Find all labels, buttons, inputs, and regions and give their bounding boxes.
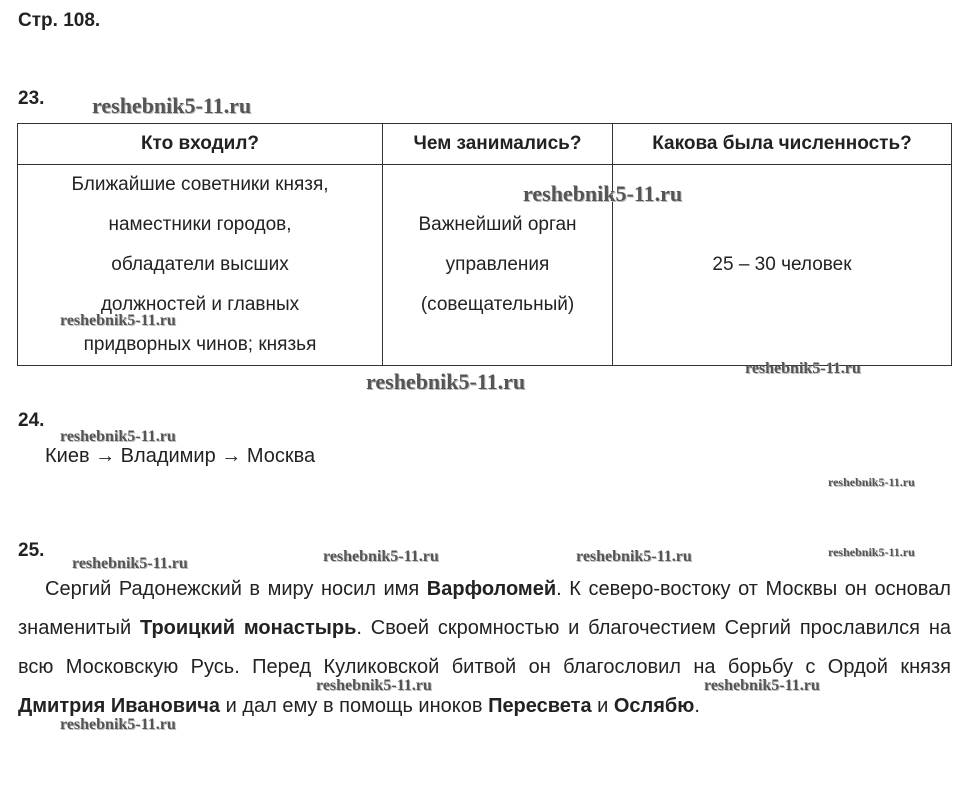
watermark: reshebnik5-11.ru bbox=[60, 312, 176, 329]
text-run: . К северо-востоку от Москвы он основал знаменитый bbox=[18, 578, 951, 639]
text-run: и дал ему в помощь иноков bbox=[220, 695, 489, 717]
what-line: Важнейший орган bbox=[418, 214, 577, 235]
watermark: reshebnik5-11.ru bbox=[316, 677, 432, 694]
who-line: наместники городов, bbox=[108, 214, 292, 235]
what-line: управления bbox=[445, 254, 550, 275]
task-25-number: 25. bbox=[18, 540, 45, 561]
cell-who bbox=[18, 165, 383, 366]
who-line: обладатели высших bbox=[111, 254, 289, 275]
watermark: reshebnik5-11.ru bbox=[92, 93, 252, 118]
bold-term: Троицкий монастырь bbox=[139, 617, 357, 639]
task-24-answer: Киев → Владимир → Москва bbox=[45, 445, 316, 467]
bold-term: Варфоломей bbox=[426, 578, 557, 600]
watermark: reshebnik5-11.ru bbox=[745, 360, 861, 377]
header-count: Какова была численность? bbox=[613, 124, 952, 165]
watermark: reshebnik5-11.ru bbox=[366, 369, 526, 394]
watermark: reshebnik5-11.ru bbox=[523, 181, 683, 206]
watermark: reshebnik5-11.ru bbox=[704, 677, 820, 694]
bold-term: Ослябю bbox=[613, 695, 695, 717]
task-25-paragraph bbox=[18, 570, 951, 726]
who-line: Ближайшие советники князя, bbox=[71, 174, 329, 195]
task-24-number: 24. bbox=[18, 410, 45, 431]
table-header-row bbox=[18, 124, 952, 165]
watermark: reshebnik5-11.ru bbox=[576, 548, 692, 565]
watermark: reshebnik5-11.ru bbox=[60, 428, 176, 445]
watermark: reshebnik5-11.ru bbox=[828, 545, 915, 559]
what-line: (совещательный) bbox=[420, 294, 575, 315]
header-who: Кто входил? bbox=[18, 124, 383, 165]
watermark: reshebnik5-11.ru bbox=[60, 716, 176, 733]
task-23-number: 23. bbox=[18, 88, 45, 109]
table-row bbox=[18, 165, 952, 366]
count-line: 25 – 30 человек bbox=[712, 254, 852, 275]
text-run: Сергий Радонежский в миру носил имя bbox=[45, 578, 427, 600]
who-line: должностей и главных bbox=[100, 294, 300, 315]
watermark: reshebnik5-11.ru bbox=[828, 475, 915, 489]
bold-term: Пересвета bbox=[488, 695, 592, 717]
header-what: Чем занимались? bbox=[383, 124, 613, 165]
text-run: и bbox=[591, 695, 614, 717]
watermark: reshebnik5-11.ru bbox=[72, 555, 188, 572]
page-title: Стр. 108. bbox=[18, 10, 101, 31]
text-run: . bbox=[694, 695, 700, 717]
bold-term: Дмитрия Ивановича bbox=[18, 695, 221, 717]
who-line: придворных чинов; князья bbox=[83, 334, 317, 355]
watermark: reshebnik5-11.ru bbox=[323, 548, 439, 565]
text-run: . Своей скромностью и благочестием Сергий прославился на всю Московскую Русь. Перед Куликовской битвой он благословил на борьбу с Ордой князя bbox=[18, 617, 951, 678]
